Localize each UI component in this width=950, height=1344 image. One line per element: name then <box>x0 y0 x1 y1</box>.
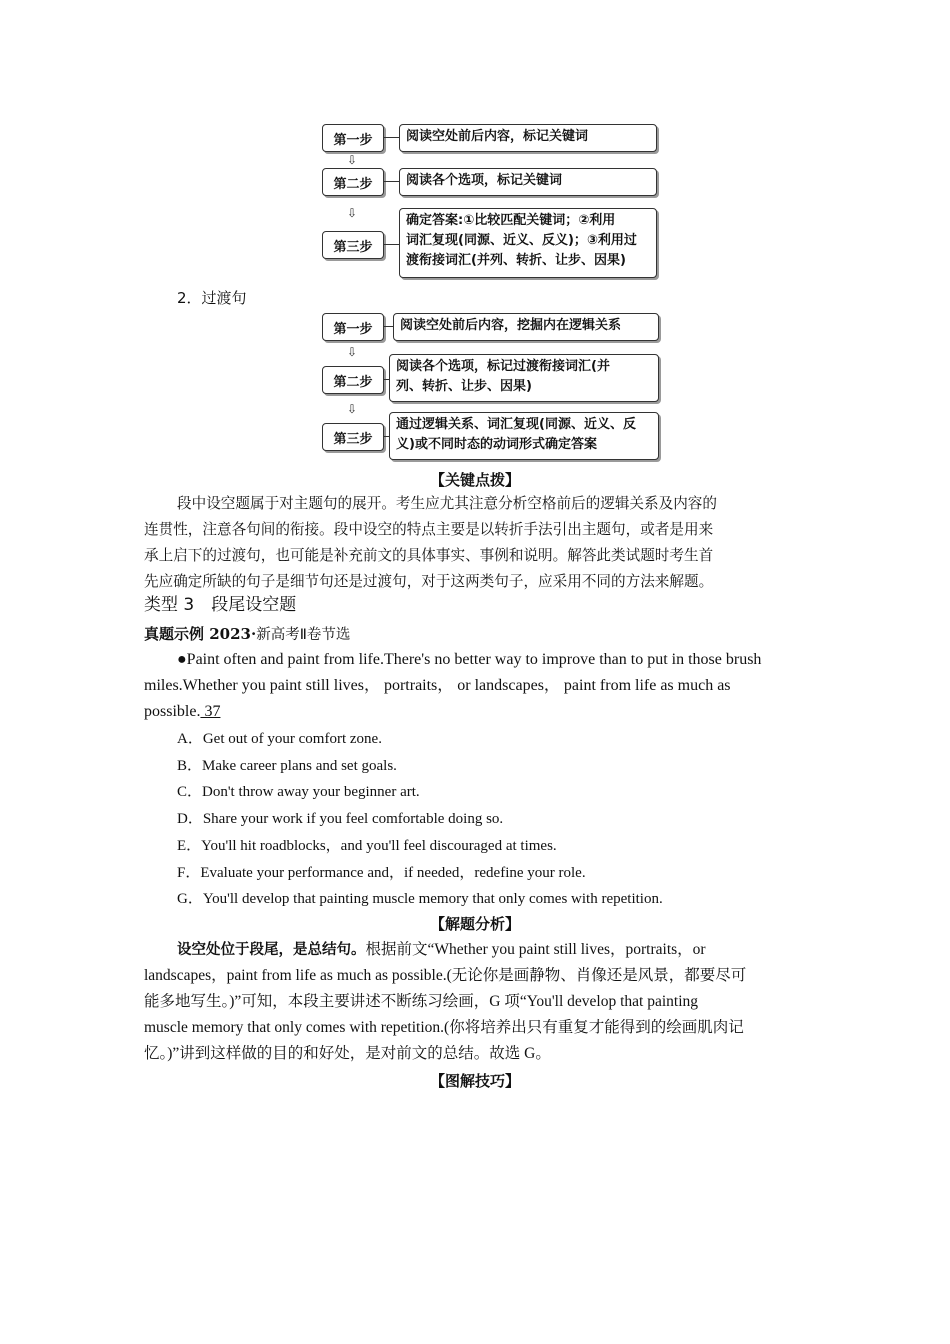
step-two-description: 阅读各个选项，标记关键词 <box>399 168 657 196</box>
option-b: B．Make career plans and set goals. <box>177 758 397 774</box>
description-line: 阅读各个选项，标记过渡衔接词汇(并 <box>396 359 610 374</box>
paragraph-line: 先应确定所缺的句子是细节句还是过渡句，对于这两类句子，应采用不同的方法来解题。 <box>144 573 714 590</box>
down-arrow-icon: ⇩ <box>346 153 358 167</box>
description-line: 词汇复现(同源、近义、反义)；③利用过 <box>406 233 637 248</box>
down-arrow-icon: ⇩ <box>346 402 358 416</box>
step-one-box: 第一步 <box>322 124 384 152</box>
key-points-paragraph <box>144 491 806 595</box>
step-three-description <box>389 412 659 460</box>
analysis-line: muscle memory that only comes with repetition.(你将培养出只有重复才能得到的绘画肌肉记 <box>144 1019 744 1036</box>
analysis-line: 根据前文“Whether you paint still lives，portraits，or <box>365 941 706 958</box>
analysis-bold-lead: 设空处位于段尾，是总结句。 <box>177 942 366 958</box>
paragraph-line: 连贯性，注意各句间的衔接。段中设空的特点主要是以转折手法引出主题句，或者是用来 <box>144 521 714 538</box>
description-line: 列、转折、让步、因果) <box>396 379 532 394</box>
option-f: F．Evaluate your performance and，if needed，redefine your role. <box>177 865 586 881</box>
connector-line <box>384 181 399 182</box>
step-two-box: 第二步 <box>322 366 384 394</box>
passage-line: ●Paint often and paint from life.There's no better way to improve than to put in those brush <box>177 651 762 668</box>
option-c: C．Don't throw away your beginner art. <box>177 784 420 800</box>
connector-line <box>384 326 393 327</box>
step-one-description: 阅读空处前后内容，挖掘内在逻辑关系 <box>393 313 659 341</box>
down-arrow-icon: ⇩ <box>346 206 358 220</box>
description-line: 义)或不同时态的动词形式确定答案 <box>396 437 597 452</box>
analysis-line: 能多地写生。)”可知，本段主要讲述不断练习绘画，G 项“You'll develop that painting <box>144 993 699 1010</box>
option-d: D．Share your work if you feel comfortable doing so. <box>177 811 504 827</box>
diagram-tips-heading: 【图解技巧】 <box>429 1072 520 1090</box>
description-line: 确定答案:①比较匹配关键词；②利用 <box>406 213 616 228</box>
description-line: 渡衔接词汇(并列、转折、让步、因果) <box>406 253 626 268</box>
paragraph-line: 段中设空题属于对主题句的展开。考生应尤其注意分析空格前后的逻辑关系及内容的 <box>177 495 717 512</box>
analysis-heading: 【解题分析】 <box>429 915 520 933</box>
step-three-box: 第三步 <box>322 231 384 259</box>
step-two-description <box>389 354 659 402</box>
option-e: E．You'll hit roadblocks，and you'll feel discouraged at times. <box>177 838 557 854</box>
analysis-paragraph <box>144 937 806 1067</box>
option-g: G．You'll develop that painting muscle memory that only comes with repetition. <box>177 891 663 907</box>
paragraph-line: 承上启下的过渡句，也可能是补充前文的具体事实、事例和说明。解答此类试题时考生首 <box>144 547 714 564</box>
example-label-bold: 真题示例 2023· <box>144 625 257 643</box>
option-a: A．Get out of your comfort zone. <box>177 731 382 747</box>
down-arrow-icon: ⇩ <box>346 345 358 359</box>
step-two-box: 第二步 <box>322 168 384 196</box>
blank-number: 37 <box>200 703 221 720</box>
description-line: 通过逻辑关系、词汇复现(同源、近义、反 <box>396 417 636 432</box>
passage <box>144 647 806 725</box>
example-label <box>144 621 350 648</box>
analysis-line: landscapes，paint from life as much as possible.(无论你是画静物、肖像还是风景，都要尽可 <box>144 967 747 984</box>
step-three-box: 第三步 <box>322 423 384 451</box>
key-points-heading: 【关键点拨】 <box>429 471 520 489</box>
example-label-source: 新高考Ⅱ卷节选 <box>256 627 351 643</box>
section-title-transition: 2．过渡句 <box>177 289 247 307</box>
step-one-description: 阅读空处前后内容，标记关键词 <box>399 124 657 152</box>
connector-line <box>384 244 399 245</box>
step-one-box: 第一步 <box>322 313 384 341</box>
passage-line: miles.Whether you paint still lives， portraits， or landscapes， paint from life as much as <box>144 677 731 694</box>
type3-heading: 类型 3 段尾设空题 <box>144 595 297 615</box>
analysis-line: 忆。)”讲到这样做的目的和好处，是对前文的总结。故选 G。 <box>144 1045 551 1062</box>
step-three-description <box>399 208 657 278</box>
passage-line: possible. <box>144 703 201 720</box>
connector-line <box>384 137 399 138</box>
